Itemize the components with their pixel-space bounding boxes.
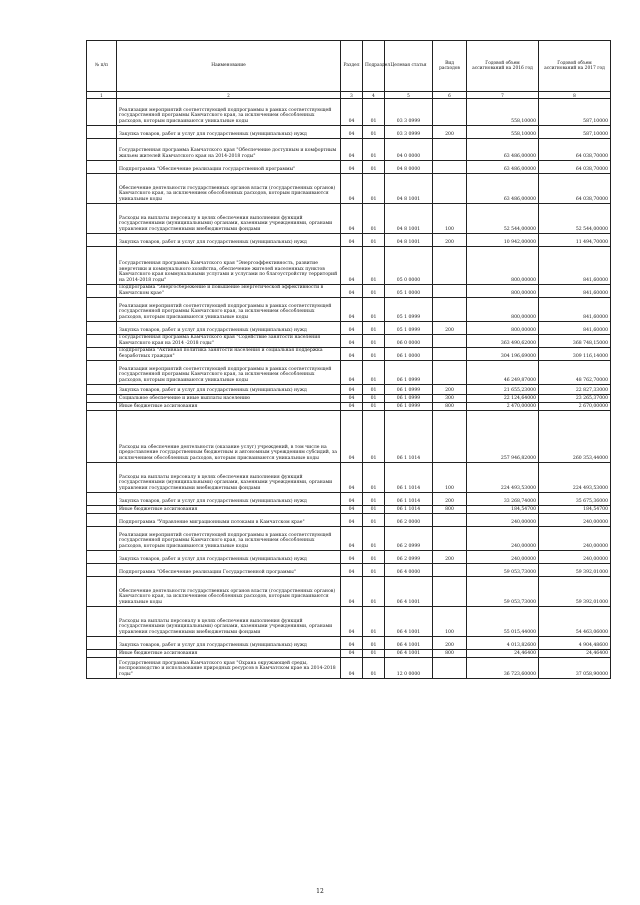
header-num: № п/п — [87, 41, 117, 92]
cell-subsection: 01 — [363, 650, 385, 658]
table-row — [87, 637, 611, 650]
column-number: 5 — [385, 92, 433, 99]
cell-article: 04 0 0000 — [385, 139, 433, 161]
table-row — [87, 395, 611, 403]
table-row — [87, 385, 611, 395]
cell-amount-2016: 800,00000 — [467, 298, 539, 322]
cell-section: 04 — [341, 650, 363, 658]
cell-article: 04 8 1001 — [385, 204, 433, 234]
table-row — [87, 658, 611, 679]
cell-num — [87, 298, 117, 322]
cell-section: 04 — [341, 493, 363, 506]
cell-subsection: 01 — [363, 298, 385, 322]
cell-amount-2017: 4 904,48600 — [539, 637, 611, 650]
cell-name: Подпрограмма "Обеспечение реализации государственной программы" — [117, 161, 341, 174]
cell-name: Реализация мероприятий соответствующей подпрограммы в рамках соответствующей государственной программы Камчатского края, за исключением обособленных расходов, которым присваиваются уникальные коды — [117, 99, 341, 126]
cell-expense-type: 200 — [433, 493, 467, 506]
cell-amount-2016: 240,00000 — [467, 527, 539, 551]
cell-expense-type: 800 — [433, 650, 467, 658]
cell-subsection: 01 — [363, 577, 385, 607]
cell-amount-2016: 63 486,00000 — [467, 174, 539, 204]
cell-num — [87, 348, 117, 361]
cell-amount-2017: 368 748,15000 — [539, 335, 611, 348]
cell-amount-2017: 240,00000 — [539, 514, 611, 527]
cell-amount-2016: 558,10000 — [467, 99, 539, 126]
cell-amount-2016: 800,00000 — [467, 322, 539, 335]
cell-section: 04 — [341, 395, 363, 403]
cell-section: 04 — [341, 335, 363, 348]
table-row — [87, 650, 611, 658]
page-number: 12 — [316, 888, 324, 895]
cell-amount-2017: 11 494,70000 — [539, 234, 611, 247]
cell-expense-type: 200 — [433, 637, 467, 650]
cell-amount-2017: 224 493,53000 — [539, 463, 611, 493]
column-number: 6 — [433, 92, 467, 99]
table-row — [87, 298, 611, 322]
cell-amount-2016: 55 015,44000 — [467, 607, 539, 637]
table-header-row — [87, 41, 611, 92]
cell-name: Реализация мероприятий соответствующей подпрограммы в рамках соответствующей государственной программы Камчатского края, за исключением обособленных расходов, которым присваиваются уникальные коды — [117, 361, 341, 385]
cell-amount-2017: 240,00000 — [539, 551, 611, 564]
cell-article: 06 0 0000 — [385, 335, 433, 348]
cell-article: 06 2 0999 — [385, 527, 433, 551]
cell-amount-2016: 46 249,87000 — [467, 361, 539, 385]
column-number: 7 — [467, 92, 539, 99]
cell-article: 06 1 0000 — [385, 348, 433, 361]
cell-name: Закупка товаров, работ и услуг для государственных (муниципальных) нужд — [117, 385, 341, 395]
cell-num — [87, 650, 117, 658]
cell-amount-2017: 260 353,44000 — [539, 411, 611, 463]
cell-subsection: 01 — [363, 204, 385, 234]
table-row — [87, 577, 611, 607]
cell-name: Государственная программа Камчатского края "Содействие занятости населения Камчатского края на 2014 -2018 годы" — [117, 335, 341, 348]
cell-amount-2017: 64 038,70000 — [539, 139, 611, 161]
cell-amount-2016: 59 053,73000 — [467, 564, 539, 577]
cell-subsection: 01 — [363, 99, 385, 126]
cell-subsection: 01 — [363, 247, 385, 285]
cell-name: Расходы на выплаты персоналу в целях обеспечения выполнения функций государственными (муниципальными) органами, казенными учреждениями, органами управления государственными внебюджетными фондами — [117, 607, 341, 637]
cell-amount-2016: 22 124,64000 — [467, 395, 539, 403]
cell-section: 04 — [341, 607, 363, 637]
cell-subsection: 01 — [363, 234, 385, 247]
cell-num — [87, 637, 117, 650]
cell-num — [87, 493, 117, 506]
cell-article: 06 4 0000 — [385, 564, 433, 577]
cell-section: 04 — [341, 161, 363, 174]
table-row — [87, 234, 611, 247]
cell-subsection: 01 — [363, 322, 385, 335]
cell-section: 04 — [341, 637, 363, 650]
table-row — [87, 361, 611, 385]
cell-expense-type — [433, 411, 467, 463]
cell-num — [87, 514, 117, 527]
cell-article: 06 4 1001 — [385, 577, 433, 607]
cell-expense-type — [433, 527, 467, 551]
table-row — [87, 247, 611, 285]
cell-amount-2017: 54 463,06000 — [539, 607, 611, 637]
cell-name: Иные бюджетные ассигнования — [117, 506, 341, 514]
cell-name: Расходы на выплаты персоналу в целях обеспечения выполнения функций государственными (муниципальными) органами, казенными учреждениями, органами управления государственными внебюджетными фондами — [117, 204, 341, 234]
cell-amount-2016: 800,00000 — [467, 285, 539, 298]
cell-section: 04 — [341, 514, 363, 527]
cell-name: Закупка товаров, работ и услуг для государственных (муниципальных) нужд — [117, 126, 341, 139]
cell-expense-type: 200 — [433, 126, 467, 139]
cell-num — [87, 385, 117, 395]
cell-amount-2017: 24,46400 — [539, 650, 611, 658]
cell-num — [87, 658, 117, 679]
cell-subsection: 01 — [363, 395, 385, 403]
cell-section: 04 — [341, 411, 363, 463]
cell-num — [87, 564, 117, 577]
cell-subsection: 01 — [363, 139, 385, 161]
cell-section: 04 — [341, 658, 363, 679]
cell-subsection: 01 — [363, 174, 385, 204]
cell-expense-type: 100 — [433, 463, 467, 493]
cell-section: 04 — [341, 577, 363, 607]
cell-num — [87, 234, 117, 247]
cell-name: Подпрограмма "Обеспечение реализации Государственной программы" — [117, 564, 341, 577]
header-target-article: Целевая статья — [385, 41, 433, 92]
cell-amount-2017: 59 392,01000 — [539, 564, 611, 577]
cell-name: Расходы на выплаты персоналу в целях обеспечения выполнения функций государственными (муниципальными) органами, казенными учреждениями, органами управления государственными внебюджетными фондами — [117, 463, 341, 493]
cell-subsection: 01 — [363, 463, 385, 493]
cell-section: 04 — [341, 564, 363, 577]
cell-num — [87, 361, 117, 385]
cell-section: 04 — [341, 361, 363, 385]
cell-amount-2017: 23 265,37000 — [539, 395, 611, 403]
cell-subsection: 01 — [363, 564, 385, 577]
cell-expense-type — [433, 247, 467, 285]
table-row — [87, 139, 611, 161]
cell-num — [87, 607, 117, 637]
cell-amount-2017: 48 762,70000 — [539, 361, 611, 385]
cell-amount-2016: 4 013,82600 — [467, 637, 539, 650]
cell-name: Закупка товаров, работ и услуг для государственных (муниципальных) нужд — [117, 493, 341, 506]
cell-subsection: 01 — [363, 658, 385, 679]
column-number: 1 — [87, 92, 117, 99]
cell-expense-type: 200 — [433, 234, 467, 247]
cell-article: 06 1 1014 — [385, 506, 433, 514]
cell-expense-type: 100 — [433, 204, 467, 234]
cell-amount-2016: 558,10000 — [467, 126, 539, 139]
cell-article: 03 3 0999 — [385, 99, 433, 126]
cell-section: 04 — [341, 348, 363, 361]
cell-article: 06 1 0999 — [385, 361, 433, 385]
cell-num — [87, 247, 117, 285]
cell-section: 04 — [341, 506, 363, 514]
cell-article: 06 4 1001 — [385, 637, 433, 650]
cell-amount-2016: 184,54700 — [467, 506, 539, 514]
cell-expense-type: 100 — [433, 607, 467, 637]
table-row — [87, 99, 611, 126]
cell-amount-2016: 52 544,00000 — [467, 204, 539, 234]
cell-name: Государственная программа Камчатского края "Энергоэффективность, развитие энергетики и коммунального хозяйства, обеспечение жителей населенных пунктов Камчатского края коммунальными услугами и услугами по благоустройству территорий на 2014-2018 годы" — [117, 247, 341, 285]
cell-section: 04 — [341, 99, 363, 126]
cell-name: Реализация мероприятий соответствующей подпрограммы в рамках соответствующей государственной программы Камчатского края, за исключением обособленных расходов, которым присваиваются уникальные коды — [117, 527, 341, 551]
cell-num — [87, 322, 117, 335]
header-subsection: Подраздел — [363, 41, 385, 92]
cell-name: Обеспечение деятельности государственных органов власти (государственных органов) Камчатского края, за исключением обособленных расходов, которым присваиваются уникальные коды — [117, 174, 341, 204]
cell-subsection: 01 — [363, 126, 385, 139]
table-row — [87, 463, 611, 493]
table-row — [87, 493, 611, 506]
cell-amount-2017: 841,60000 — [539, 247, 611, 285]
cell-amount-2017: 841,60000 — [539, 298, 611, 322]
table-row — [87, 126, 611, 139]
header-section: Раздел — [341, 41, 363, 92]
table-row — [87, 411, 611, 463]
cell-amount-2016: 63 486,00000 — [467, 139, 539, 161]
column-number: 8 — [539, 92, 611, 99]
cell-num — [87, 506, 117, 514]
table-row — [87, 564, 611, 577]
cell-name: Государственная программа Камчатского края "Охрана окружающей среды, воспроизводство и использование природных ресурсов в Камчатском крае на 2014-2018 годы" — [117, 658, 341, 679]
cell-amount-2016: 10 942,00000 — [467, 234, 539, 247]
cell-amount-2016: 33 268,74000 — [467, 493, 539, 506]
cell-subsection: 01 — [363, 348, 385, 361]
cell-amount-2017: 59 392,01000 — [539, 577, 611, 607]
cell-name: Подпрограмма "Энергосбережение и повышение энергетической эффективности в Камчатском крае" — [117, 285, 341, 298]
cell-article: 04 8 0000 — [385, 161, 433, 174]
table-row — [87, 204, 611, 234]
cell-amount-2017: 35 675,36000 — [539, 493, 611, 506]
cell-article: 12 0 0000 — [385, 658, 433, 679]
cell-amount-2016: 21 655,23000 — [467, 385, 539, 395]
cell-name: Закупка товаров, работ и услуг для государственных (муниципальных) нужд — [117, 637, 341, 650]
cell-num — [87, 411, 117, 463]
cell-name: Реализация мероприятий соответствующей подпрограммы в рамках соответствующей государственной программы Камчатского края, за исключением обособленных расходов, которым присваиваются уникальные коды — [117, 298, 341, 322]
cell-subsection: 01 — [363, 607, 385, 637]
cell-name: Подпрограмма "Управление миграционными потоками в Камчатском крае" — [117, 514, 341, 527]
cell-num — [87, 463, 117, 493]
cell-article: 06 2 0000 — [385, 514, 433, 527]
cell-section: 04 — [341, 285, 363, 298]
column-number-row — [87, 92, 611, 99]
table-row — [87, 403, 611, 411]
cell-article: 05 1 0999 — [385, 298, 433, 322]
cell-amount-2016: 304 196,69000 — [467, 348, 539, 361]
cell-expense-type — [433, 99, 467, 126]
cell-article: 06 1 1014 — [385, 493, 433, 506]
cell-article: 06 1 1014 — [385, 411, 433, 463]
cell-subsection: 01 — [363, 637, 385, 650]
cell-section: 04 — [341, 247, 363, 285]
cell-subsection: 01 — [363, 493, 385, 506]
cell-article: 05 1 0000 — [385, 285, 433, 298]
cell-amount-2017: 184,54700 — [539, 506, 611, 514]
cell-subsection: 01 — [363, 361, 385, 385]
cell-amount-2016: 240,00000 — [467, 514, 539, 527]
cell-subsection: 01 — [363, 527, 385, 551]
header-expense-type: Вид расходов — [433, 41, 467, 92]
table-row — [87, 335, 611, 348]
cell-article: 06 1 0999 — [385, 395, 433, 403]
cell-num — [87, 126, 117, 139]
cell-name: Государственная программа Камчатского края "Обеспечение доступным и комфортным жильем жителей Камчатского края на 2014-2018 годы" — [117, 139, 341, 161]
cell-amount-2017: 841,60000 — [539, 285, 611, 298]
table-row — [87, 527, 611, 551]
header-amount-2016: Годовой объем ассигнований на 2016 год — [467, 41, 539, 92]
cell-amount-2017: 309 116,14000 — [539, 348, 611, 361]
cell-section: 04 — [341, 322, 363, 335]
cell-article: 05 1 0999 — [385, 322, 433, 335]
cell-section: 04 — [341, 204, 363, 234]
cell-article: 06 1 0999 — [385, 403, 433, 411]
cell-num — [87, 403, 117, 411]
cell-subsection: 01 — [363, 403, 385, 411]
cell-amount-2017: 587,10000 — [539, 126, 611, 139]
table-body — [87, 99, 611, 679]
table-row — [87, 506, 611, 514]
cell-expense-type: 300 — [433, 395, 467, 403]
cell-expense-type — [433, 348, 467, 361]
cell-num — [87, 174, 117, 204]
table-row — [87, 551, 611, 564]
cell-num — [87, 161, 117, 174]
cell-subsection: 01 — [363, 551, 385, 564]
cell-section: 04 — [341, 551, 363, 564]
budget-table — [86, 40, 611, 679]
cell-expense-type: 200 — [433, 322, 467, 335]
header-name: Наименование — [117, 41, 341, 92]
cell-amount-2016: 224 493,53000 — [467, 463, 539, 493]
cell-amount-2016: 257 946,82000 — [467, 411, 539, 463]
cell-expense-type: 200 — [433, 551, 467, 564]
cell-num — [87, 99, 117, 126]
cell-subsection: 01 — [363, 411, 385, 463]
table-row — [87, 285, 611, 298]
cell-expense-type: 800 — [433, 403, 467, 411]
cell-name: Закупка товаров, работ и услуг для государственных (муниципальных) нужд — [117, 234, 341, 247]
cell-expense-type — [433, 335, 467, 348]
cell-expense-type — [433, 174, 467, 204]
cell-article: 05 0 0000 — [385, 247, 433, 285]
cell-name: Иные бюджетные ассигнования — [117, 403, 341, 411]
cell-subsection: 01 — [363, 506, 385, 514]
cell-article: 03 3 0999 — [385, 126, 433, 139]
cell-num — [87, 285, 117, 298]
cell-expense-type — [433, 298, 467, 322]
cell-name: Иные бюджетные ассигнования — [117, 650, 341, 658]
cell-num — [87, 335, 117, 348]
cell-expense-type — [433, 139, 467, 161]
table-row — [87, 514, 611, 527]
cell-amount-2016: 24,46400 — [467, 650, 539, 658]
cell-article: 06 2 0999 — [385, 551, 433, 564]
cell-amount-2016: 59 053,73000 — [467, 577, 539, 607]
cell-article: 04 8 1001 — [385, 174, 433, 204]
cell-section: 04 — [341, 139, 363, 161]
cell-name: Закупка товаров, работ и услуг для государственных (муниципальных) нужд — [117, 322, 341, 335]
cell-article: 06 1 1014 — [385, 463, 433, 493]
cell-subsection: 01 — [363, 335, 385, 348]
cell-expense-type: 800 — [433, 506, 467, 514]
cell-name: Социальное обеспечение и иные выплаты населению — [117, 395, 341, 403]
header-amount-2017: Годовой объем ассигнований на 2017 год — [539, 41, 611, 92]
cell-section: 04 — [341, 174, 363, 204]
cell-subsection: 01 — [363, 161, 385, 174]
cell-article: 04 8 1001 — [385, 234, 433, 247]
cell-article: 06 1 0999 — [385, 385, 433, 395]
cell-section: 04 — [341, 385, 363, 395]
cell-expense-type — [433, 564, 467, 577]
table-row — [87, 348, 611, 361]
cell-subsection: 01 — [363, 514, 385, 527]
cell-amount-2016: 2 470,00000 — [467, 403, 539, 411]
cell-expense-type — [433, 161, 467, 174]
cell-section: 04 — [341, 234, 363, 247]
cell-subsection: 01 — [363, 385, 385, 395]
cell-section: 04 — [341, 298, 363, 322]
cell-amount-2017: 64 038,70000 — [539, 174, 611, 204]
cell-expense-type: 200 — [433, 385, 467, 395]
cell-article: 06 4 1001 — [385, 650, 433, 658]
cell-amount-2016: 363 490,62000 — [467, 335, 539, 348]
cell-amount-2017: 841,60000 — [539, 322, 611, 335]
cell-amount-2017: 22 827,33000 — [539, 385, 611, 395]
column-number: 4 — [363, 92, 385, 99]
cell-amount-2017: 52 544,00000 — [539, 204, 611, 234]
cell-expense-type — [433, 514, 467, 527]
cell-expense-type — [433, 577, 467, 607]
table-row — [87, 322, 611, 335]
cell-num — [87, 395, 117, 403]
cell-amount-2017: 37 058,90000 — [539, 658, 611, 679]
cell-article: 06 4 1001 — [385, 607, 433, 637]
cell-num — [87, 204, 117, 234]
cell-section: 04 — [341, 463, 363, 493]
cell-name: Расходы на обеспечение деятельности (оказание услуг) учреждений, в том числе на предоставление государственным бюджетным и автономным учреждениям субсидий, за исключением обособленных расходов, которым присваиваются уникальные коды — [117, 411, 341, 463]
cell-section: 04 — [341, 403, 363, 411]
cell-num — [87, 551, 117, 564]
cell-num — [87, 139, 117, 161]
cell-name: Подпрограмма "Активная политика занятости населения и социальная поддержка безработных граждан" — [117, 348, 341, 361]
column-number: 2 — [117, 92, 341, 99]
cell-amount-2017: 587,10000 — [539, 99, 611, 126]
cell-expense-type — [433, 361, 467, 385]
cell-amount-2016: 36 723,60000 — [467, 658, 539, 679]
column-number: 3 — [341, 92, 363, 99]
cell-section: 04 — [341, 126, 363, 139]
cell-amount-2017: 64 038,70000 — [539, 161, 611, 174]
cell-amount-2017: 2 670,00000 — [539, 403, 611, 411]
cell-num — [87, 527, 117, 551]
table-row — [87, 161, 611, 174]
cell-name: Закупка товаров, работ и услуг для государственных (муниципальных) нужд — [117, 551, 341, 564]
table-row — [87, 607, 611, 637]
cell-expense-type — [433, 285, 467, 298]
cell-amount-2016: 800,00000 — [467, 247, 539, 285]
cell-expense-type — [433, 658, 467, 679]
cell-amount-2017: 240,00000 — [539, 527, 611, 551]
cell-section: 04 — [341, 527, 363, 551]
table-row — [87, 174, 611, 204]
cell-subsection: 01 — [363, 285, 385, 298]
cell-name: Обеспечение деятельности государственных органов власти (государственных органов) Камчатского края, за исключением обособленных расходов, которым присваиваются уникальные коды — [117, 577, 341, 607]
cell-amount-2016: 63 486,00000 — [467, 161, 539, 174]
cell-amount-2016: 240,00000 — [467, 551, 539, 564]
cell-num — [87, 577, 117, 607]
